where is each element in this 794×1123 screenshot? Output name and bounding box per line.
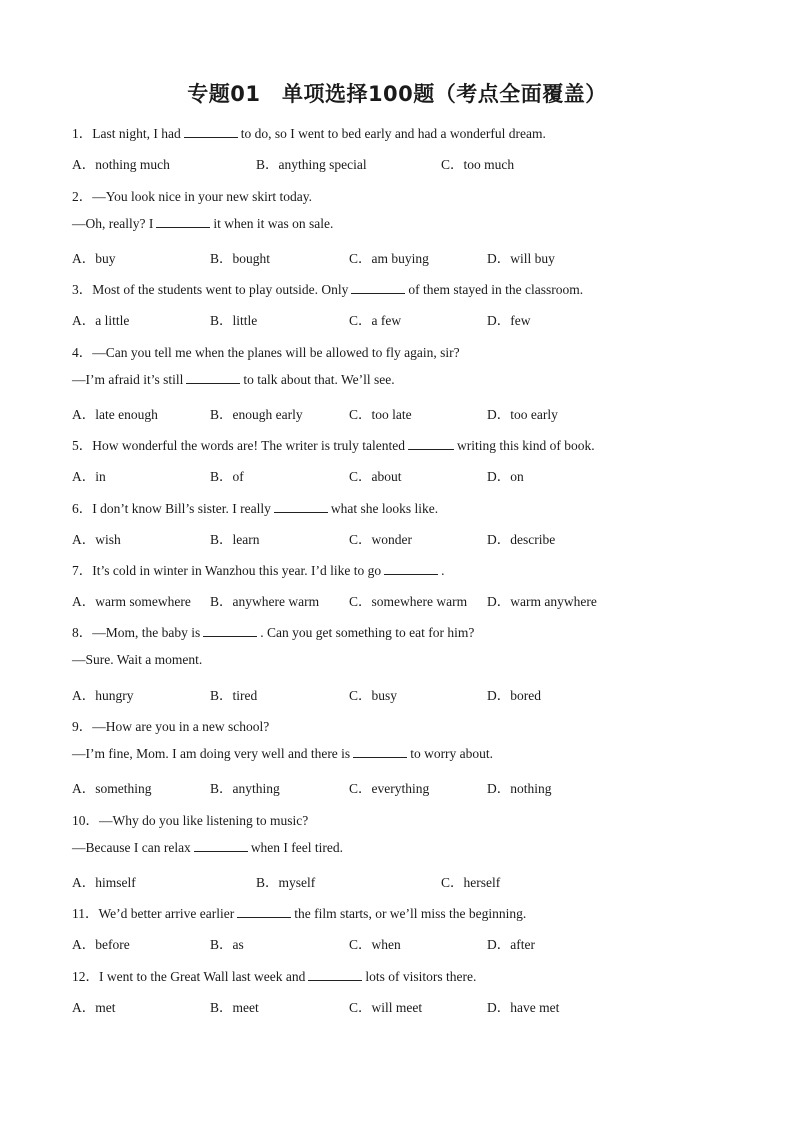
question-5-stem xyxy=(72,434,595,454)
option-b: B．little xyxy=(210,313,258,328)
page-title: 专题01 单项选择100题（考点全面覆盖） xyxy=(187,82,607,106)
option-a: A．wish xyxy=(72,532,121,547)
question-text: to do, so I went to bed early and had a wonderful dream. xyxy=(240,126,546,141)
question-text: writing this kind of book. xyxy=(457,438,595,453)
option-d: D．nothing xyxy=(487,781,552,796)
question-text: —Why do you like listening to music? xyxy=(99,813,309,828)
option-a: A．met xyxy=(72,1000,116,1015)
answer-blank xyxy=(194,840,248,852)
question-text: when I feel tired. xyxy=(250,840,344,855)
option-b: B．meet xyxy=(210,1000,259,1015)
question-text: I went to the Great Wall last week and xyxy=(99,969,306,984)
option-b: B．of xyxy=(210,469,244,484)
option-b: B．bought xyxy=(210,251,271,266)
question-8-stem xyxy=(72,621,474,641)
question-4-reply xyxy=(72,372,395,388)
question-number: 1． xyxy=(72,126,93,141)
question-9-stem xyxy=(72,715,269,735)
question-1-stem xyxy=(72,122,546,142)
question-text: . Can you get something to eat for him? xyxy=(260,625,475,640)
option-c: C．am buying xyxy=(349,251,429,266)
option-b: B．learn xyxy=(210,532,260,547)
option-c: C．somewhere warm xyxy=(349,594,468,609)
option-b: B．anywhere warm xyxy=(210,594,320,609)
option-c: C．busy xyxy=(349,688,398,703)
option-a: A．hungry xyxy=(72,688,134,703)
question-number: 9． xyxy=(72,719,93,734)
question-text: —Because I can relax xyxy=(72,840,191,855)
question-text: to talk about that. We’ll see. xyxy=(243,372,395,387)
option-c: C．too much xyxy=(441,157,515,172)
question-8-reply: —Sure. Wait a moment. xyxy=(72,652,203,667)
question-9-reply xyxy=(72,746,493,762)
option-d: D．describe xyxy=(487,532,556,547)
option-c: C．everything xyxy=(349,781,430,796)
question-4-stem xyxy=(72,341,460,361)
option-b: B．anything xyxy=(210,781,280,796)
answer-blank xyxy=(384,563,438,575)
question-7-stem xyxy=(72,559,444,579)
option-b: B．tired xyxy=(210,688,258,703)
question-text: to worry about. xyxy=(410,746,494,761)
question-number: 12． xyxy=(72,969,99,984)
question-text: —Mom, the baby is xyxy=(92,625,201,640)
answer-blank xyxy=(408,438,454,450)
question-text: It’s cold in winter in Wanzhou this year. I’d like to go xyxy=(92,563,382,578)
question-text: . xyxy=(441,563,445,578)
option-d: D．will buy xyxy=(487,251,555,266)
question-number: 6． xyxy=(72,501,93,516)
option-c: C．wonder xyxy=(349,532,412,547)
question-number: 5． xyxy=(72,438,93,453)
question-text: We’d better arrive earlier xyxy=(98,906,235,921)
question-text: How wonderful the words are! The writer is truly talented xyxy=(92,438,406,453)
question-text: —Oh, really? I xyxy=(72,216,154,231)
question-text: —You look nice in your new skirt today. xyxy=(92,189,312,204)
option-b: B．as xyxy=(210,937,244,952)
question-6-stem xyxy=(72,497,438,517)
option-d: D．bored xyxy=(487,688,541,703)
question-text: what she looks like. xyxy=(330,501,439,516)
question-text: Last night, I had xyxy=(92,126,181,141)
option-a: A．himself xyxy=(72,875,136,890)
option-c: C．when xyxy=(349,937,401,952)
option-d: D．after xyxy=(487,937,535,952)
question-text: lots of visitors there. xyxy=(365,969,477,984)
answer-blank xyxy=(184,126,238,138)
option-b: B．myself xyxy=(256,875,316,890)
question-text: —How are you in a new school? xyxy=(92,719,270,734)
question-text: of them stayed in the classroom. xyxy=(408,282,584,297)
answer-blank xyxy=(203,625,257,637)
question-11-stem xyxy=(72,902,526,922)
option-d: D．few xyxy=(487,313,531,328)
question-10-reply xyxy=(72,840,343,856)
answer-blank xyxy=(156,216,210,228)
question-number: 11． xyxy=(72,906,99,921)
question-text: Most of the students went to play outside. Only xyxy=(92,282,349,297)
question-2-stem xyxy=(72,185,312,205)
option-c: C．herself xyxy=(441,875,501,890)
option-a: A．something xyxy=(72,781,152,796)
answer-blank xyxy=(237,906,291,918)
question-10-stem xyxy=(72,809,308,829)
question-number: 4． xyxy=(72,345,93,360)
option-a: A．in xyxy=(72,469,106,484)
option-c: C．about xyxy=(349,469,402,484)
option-a: A．a little xyxy=(72,313,130,328)
question-text: —Can you tell me when the planes will be allowed to fly again, sir? xyxy=(92,345,460,360)
option-a: A．buy xyxy=(72,251,116,266)
question-number: 10． xyxy=(72,813,99,828)
question-text: it when it was on sale. xyxy=(213,216,334,231)
question-text: —I’m afraid it’s still xyxy=(72,372,184,387)
answer-blank xyxy=(308,969,362,981)
answer-blank xyxy=(353,746,407,758)
option-d: D．on xyxy=(487,469,524,484)
question-12-stem xyxy=(72,965,476,985)
question-number: 2． xyxy=(72,189,93,204)
question-3-stem xyxy=(72,278,583,298)
question-number: 3． xyxy=(72,282,93,297)
option-a: A．before xyxy=(72,937,130,952)
option-a: A．warm somewhere xyxy=(72,594,191,609)
option-a: A．nothing much xyxy=(72,157,170,172)
answer-blank xyxy=(186,372,240,384)
option-c: C．will meet xyxy=(349,1000,423,1015)
question-text: I don’t know Bill’s sister. I really xyxy=(92,501,271,516)
option-d: D．warm anywhere xyxy=(487,594,597,609)
answer-blank xyxy=(351,282,405,294)
question-text: —I’m fine, Mom. I am doing very well and there is xyxy=(72,746,351,761)
option-d: D．have met xyxy=(487,1000,560,1015)
option-c: C．too late xyxy=(349,407,412,422)
question-2-reply xyxy=(72,216,333,232)
answer-blank xyxy=(274,501,328,513)
question-number: 8． xyxy=(72,625,93,640)
option-b: B．anything special xyxy=(256,157,367,172)
option-b: B．enough early xyxy=(210,407,303,422)
option-d: D．too early xyxy=(487,407,558,422)
question-number: 7． xyxy=(72,563,93,578)
option-a: A．late enough xyxy=(72,407,158,422)
option-c: C．a few xyxy=(349,313,402,328)
question-text: the film starts, or we’ll miss the beginning. xyxy=(294,906,527,921)
